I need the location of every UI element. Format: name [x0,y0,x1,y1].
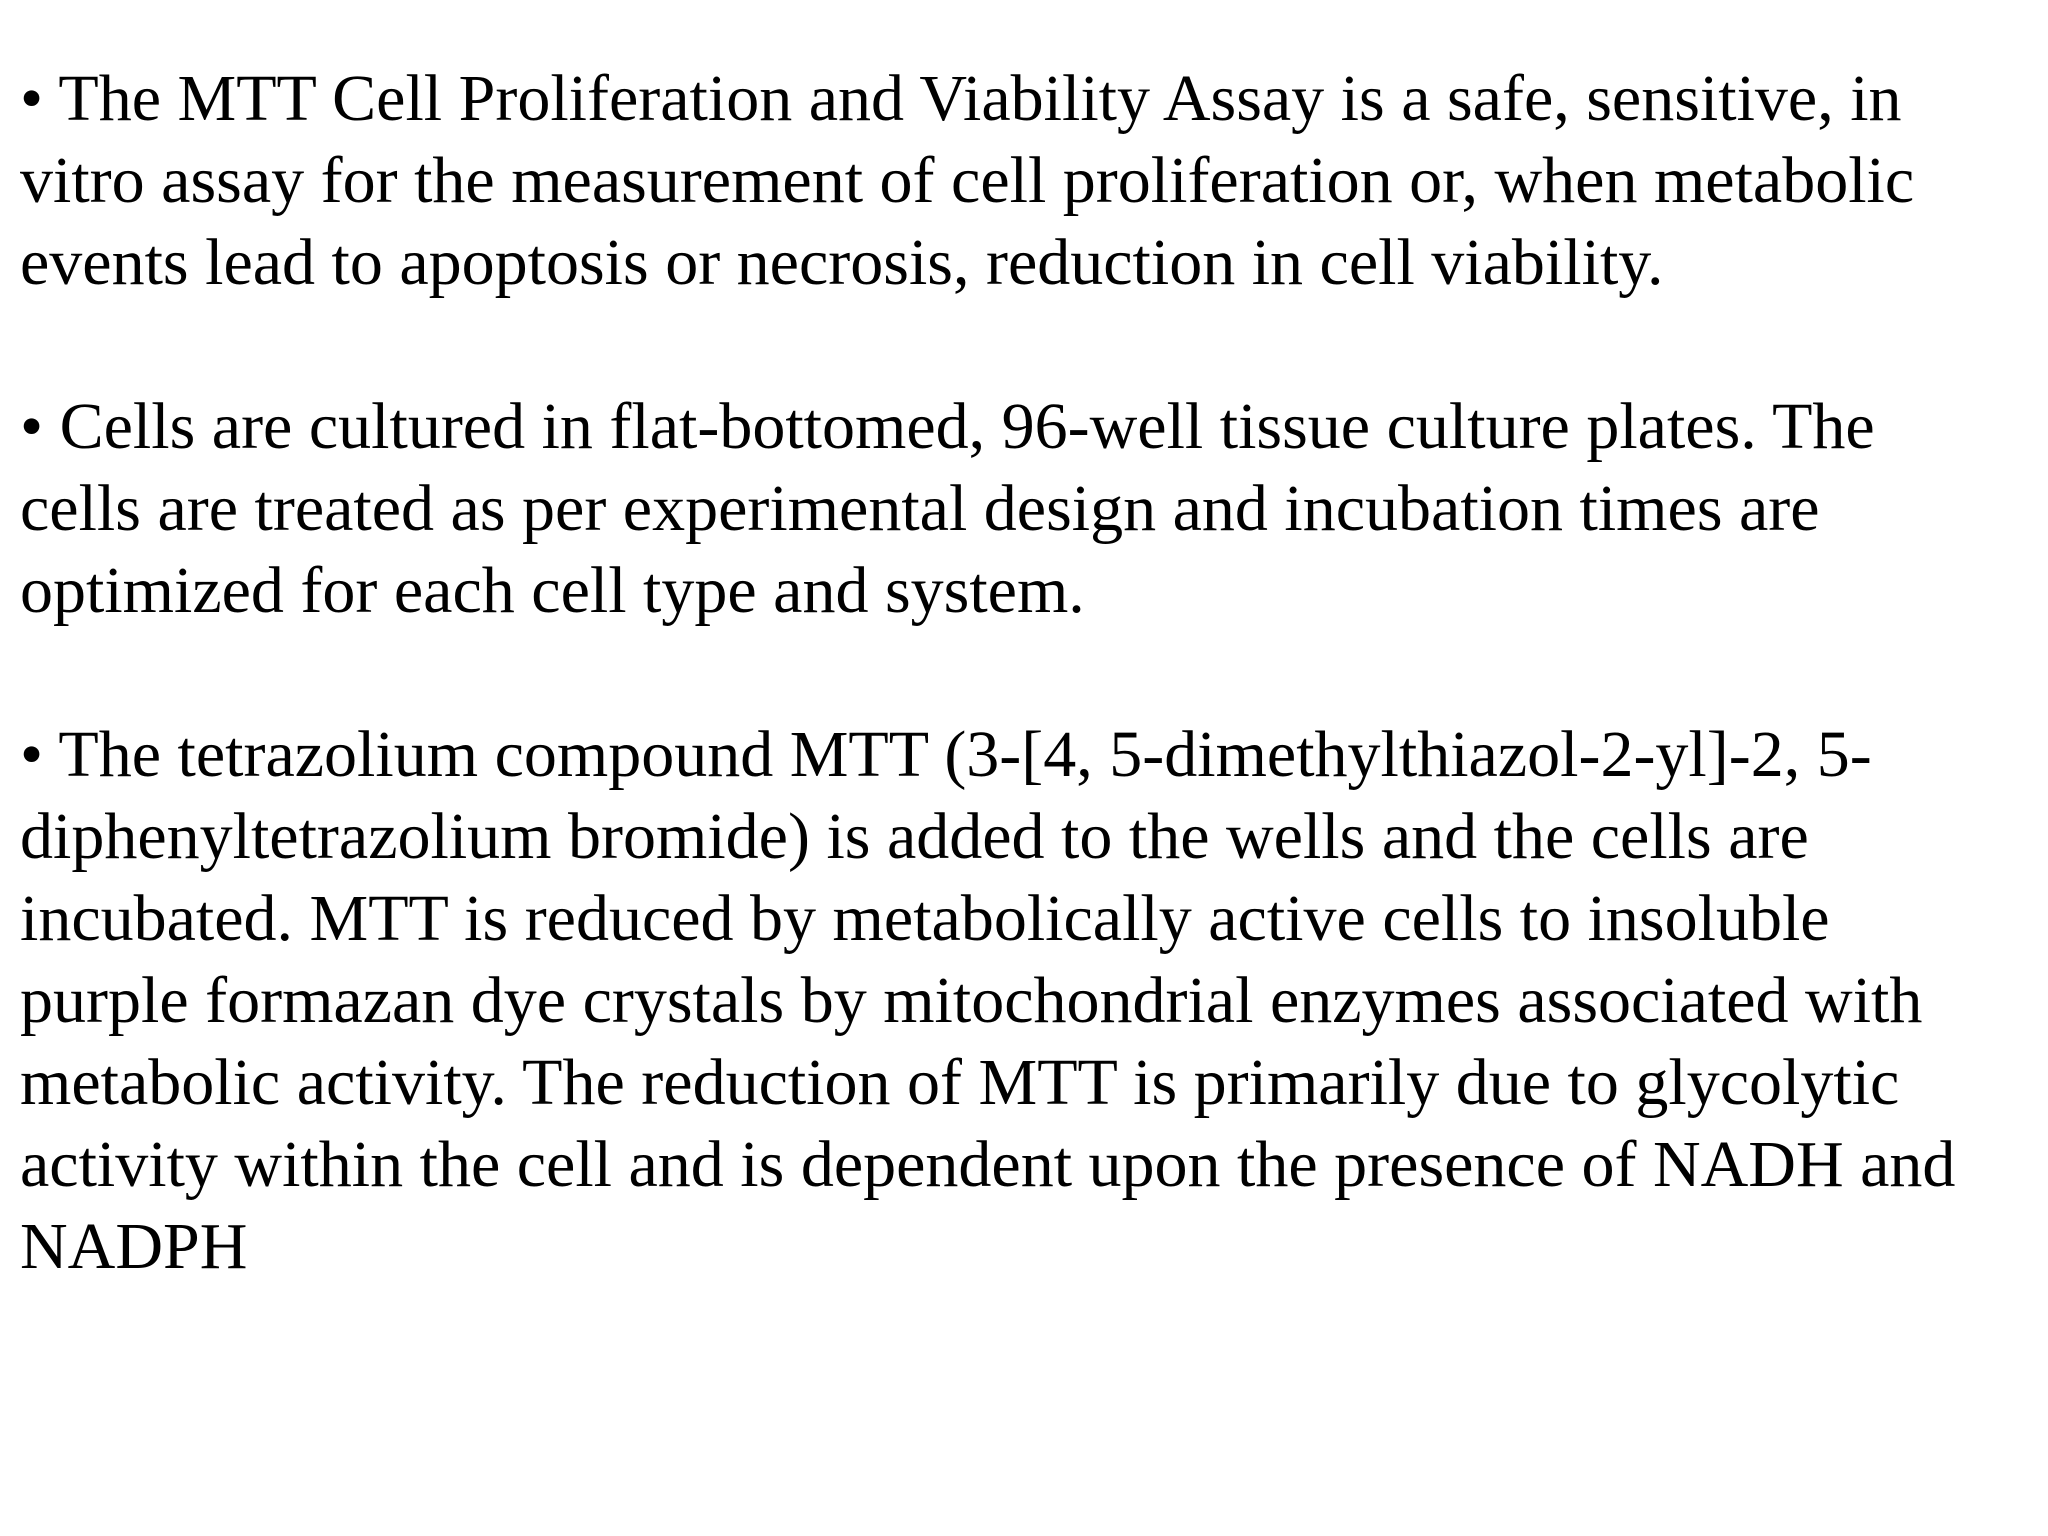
text-line: incubated. MTT is reduced by metabolically active cells to insoluble [20,882,1830,955]
slide-body [20,58,2038,1288]
text-line: optimized for each cell type and system. [20,554,1085,627]
text-line: cells are treated as per experimental design and incubation times are [20,472,1820,545]
text-line: vitro assay for the measurement of cell proliferation or, when metabolic [20,144,1915,217]
text-line: metabolic activity. The reduction of MTT is primarily due to glycolytic [20,1046,1900,1119]
text-line: events lead to apoptosis or necrosis, reduction in cell viability. [20,226,1664,299]
bullet-paragraph-2 [20,386,2038,632]
text-line: • Cells are cultured in flat-bottomed, 96-well tissue culture plates. The [20,390,1875,463]
text-line: diphenyltetrazolium bromide) is added to the wells and the cells are [20,800,1809,873]
bullet-paragraph-1 [20,58,2038,304]
text-line: purple formazan dye crystals by mitochondrial enzymes associated with [20,964,1923,1037]
bullet-paragraph-3 [20,714,2038,1288]
text-line: • The MTT Cell Proliferation and Viability Assay is a safe, sensitive, in [20,62,1902,135]
text-line: activity within the cell and is dependent upon the presence of NADH and [20,1128,1956,1201]
text-line: • The tetrazolium compound MTT (3-[4, 5-dimethylthiazol-2-yl]-2, 5- [20,718,1872,791]
text-line: NADPH [20,1210,248,1283]
